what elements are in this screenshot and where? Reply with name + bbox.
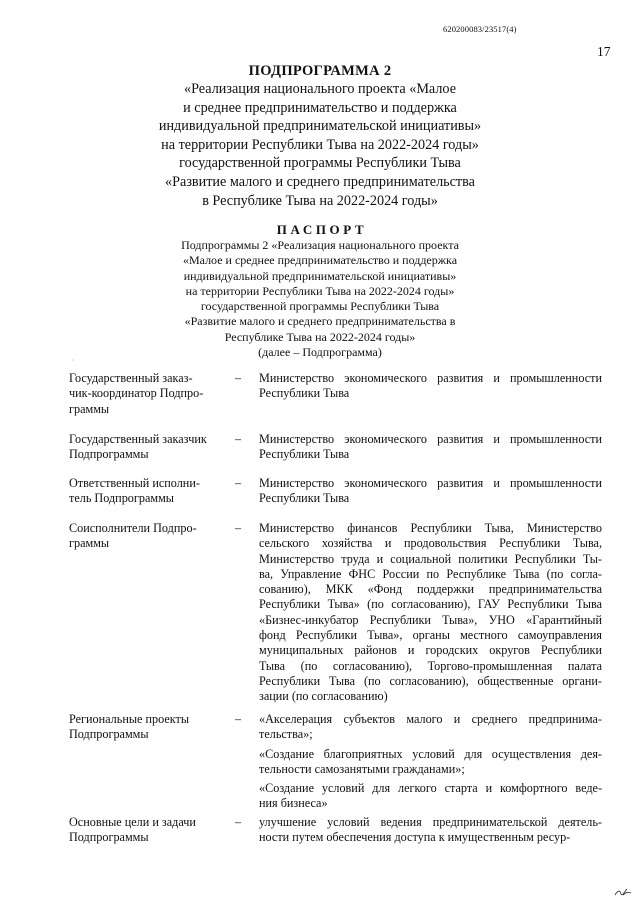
row-label-line: Подпрограммы [69, 830, 149, 845]
subprogram-name-line: индивидуальной предпринимательской инициативы» [158, 118, 482, 135]
subprogram-name-line: «Реализация национального проекта «Малое [184, 81, 456, 97]
row-value-paragraph [259, 747, 602, 778]
row-label [69, 476, 221, 507]
passport-subtitle-line: на территории Республики Тыва на 2022-2024 годы» [185, 283, 455, 298]
subprogram-title: ПОДПРОГРАММА 2 [248, 63, 392, 79]
row-value-line: Министерство труда и социальной политики Республики Ты- [259, 551, 602, 566]
row-label-line: Государственный заказчик [69, 432, 207, 446]
row-label-line: Подпрограммы [69, 727, 149, 742]
row-value-paragraph [259, 476, 602, 507]
passport-subtitle-line: Республике Тыва на 2022-2024 годы» [224, 329, 416, 344]
row-value-line: Министерство экономического развития и промышленности [259, 432, 602, 446]
subprogram-name-line: государственной программы Республики Тыва [179, 155, 461, 172]
row-value-line: Республики Тыва [259, 447, 350, 462]
row-value-line: муниципальных районов и городских округов Республики [259, 643, 602, 658]
row-value-line: ния бизнеса» [259, 796, 328, 811]
passport-subtitle-line: государственной программы Республики Тыва [200, 299, 440, 314]
row-label [69, 712, 221, 743]
row-value-line: «Акселерация субъектов малого и среднего предпринима- [259, 712, 602, 726]
row-label-line: Ответственный исполни- [69, 476, 200, 490]
passport-subtitle [0, 238, 640, 360]
row-value [259, 712, 602, 816]
passport-title: ПАСПОРТ [276, 222, 368, 237]
row-value-paragraph [259, 521, 602, 705]
row-value-line: Тыва (по согласованию), Торгово-промышленная палата [259, 658, 602, 673]
row-value [259, 521, 602, 709]
margin-tick-mark: · [72, 356, 75, 365]
row-dash: – [235, 521, 242, 535]
row-value-line: сованию), МКК «Фонд поддержки предпринимательства [259, 582, 602, 597]
row-value [259, 371, 602, 406]
row-label-line: граммы [69, 401, 110, 416]
row-dash: – [235, 815, 242, 829]
row-value-line: Республики Тыва [259, 491, 350, 506]
row-label-line: тель Подпрограммы [69, 491, 174, 506]
row-value-paragraph [259, 815, 602, 846]
row-label-line: Соисполнители Подпро- [69, 521, 197, 535]
subprogram-name-line: в Республике Тыва на 2022-2024 годы» [202, 192, 438, 209]
row-value-line: Министерство экономического развития и промышленности [259, 476, 602, 490]
row-label [69, 371, 221, 417]
row-dash: – [235, 371, 242, 385]
row-label-line: Подпрограммы [69, 447, 149, 462]
passport-subtitle-line: Подпрограммы 2 «Реализация национального проекта [181, 238, 459, 252]
row-value-line: тельности самозанятыми гражданами»; [259, 761, 465, 776]
row-value-paragraph [259, 371, 602, 402]
row-value-paragraph [259, 432, 602, 463]
row-value-line: фонд Республики Тыва», органы местного самоуправления [259, 628, 602, 643]
row-value-line: «Бизнес-инкубатор Республики Тыва», УНО «Гарантийный [259, 612, 602, 627]
row-label-line: Региональные проекты [69, 712, 190, 726]
row-value-line: тельства»; [259, 727, 313, 742]
document-id: 620200083/23517(4) [443, 24, 517, 34]
row-value-paragraph [259, 712, 602, 743]
row-dash: – [235, 476, 242, 490]
row-value-line: Республики Тыва [259, 386, 350, 401]
passport-heading [0, 222, 640, 360]
row-label-line: Государственный заказ- [69, 371, 193, 385]
row-label [69, 815, 221, 846]
row-label-line: граммы [69, 536, 110, 551]
row-value-line: Республики Тыва (по согласованию), общественные органи- [259, 673, 602, 688]
subprogram-name-line: «Развитие малого и среднего предпринимательства [165, 173, 475, 190]
row-label [69, 521, 221, 552]
passport-subtitle-line: «Малое и среднее предпринимательство и поддержка [182, 253, 458, 268]
subprogram-name-line: на территории Республики Тыва на 2022-2024 годы» [161, 136, 479, 153]
row-value-line: «Создание условий для легкого старта и комфортного веде- [259, 781, 602, 796]
row-value-line: «Создание благоприятных условий для осуществления дея- [259, 746, 602, 761]
row-value [259, 476, 602, 511]
passport-subtitle-line: индивидуальной предпринимательской инициативы» [183, 268, 457, 283]
row-value-paragraph [259, 781, 602, 812]
row-value-line: улучшение условий ведения предпринимательской деятель- [259, 815, 602, 829]
row-value-line: зации (по согласованию) [259, 689, 388, 704]
subprogram-heading [0, 62, 640, 210]
row-label [69, 432, 221, 463]
row-value [259, 815, 602, 850]
subprogram-name-line: и среднее предпринимательство и поддержка [183, 99, 457, 116]
row-value-line: ности путем обеспечения доступа к имущественным ресур- [259, 830, 571, 845]
handwritten-mark [614, 886, 632, 898]
row-label-line: Основные цели и задачи [69, 815, 196, 829]
subprogram-name [0, 80, 640, 210]
row-dash: – [235, 432, 242, 446]
passport-subtitle-line: «Развитие малого и среднего предпринимательства в [184, 314, 456, 329]
page-number: 17 [597, 44, 611, 59]
row-value [259, 432, 602, 467]
row-value-line: Республики Тыва» (по согласованию), ГАУ Республики Тыва [259, 597, 602, 612]
row-label-line: чик-координатор Подпро- [69, 386, 204, 401]
row-value-line: Министерство финансов Республики Тыва, Министерство [259, 521, 602, 535]
row-dash: – [235, 712, 242, 726]
row-value-line: ва, Управление ФНС России по Республике Тыва (по согла- [259, 566, 602, 581]
row-value-line: сельского хозяйства и продовольствия Республики Тыва, [259, 536, 602, 551]
row-value-line: Министерство экономического развития и промышленности [259, 371, 602, 385]
passport-subtitle-line: (далее – Подпрограмма) [258, 345, 382, 360]
